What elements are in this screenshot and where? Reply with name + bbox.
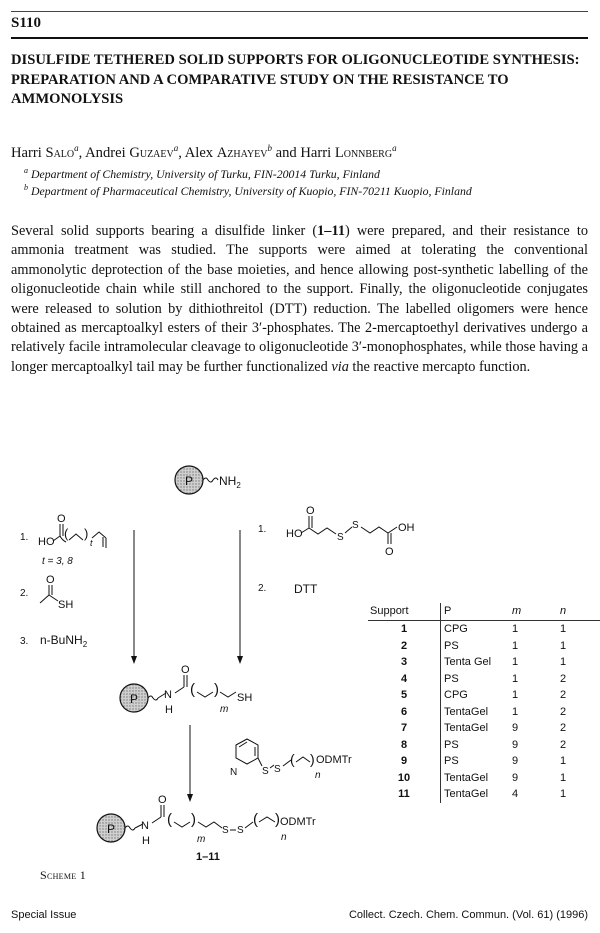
author-affiliation-mark: a xyxy=(74,143,79,153)
atom-SH: SH xyxy=(237,692,253,704)
support-label: P xyxy=(129,692,139,706)
scheme-caption: Scheme 1 xyxy=(40,868,87,882)
top-rule xyxy=(11,11,588,12)
atom-O: O xyxy=(306,505,315,517)
atom-O: O xyxy=(46,574,55,586)
cell-support: 11 xyxy=(398,788,410,801)
header-rule xyxy=(11,37,588,39)
author-first-name: Andrei xyxy=(85,144,126,161)
via-italic: via xyxy=(331,358,349,375)
column-header-p: P xyxy=(441,603,513,621)
table-row xyxy=(368,720,600,737)
abstract-text: the reactive mercapto function. xyxy=(348,358,531,375)
cell-polymer: TentaGel xyxy=(441,770,513,787)
paren-close: ) xyxy=(275,811,280,828)
cell-polymer: TentaGel xyxy=(441,720,513,737)
cell-polymer: PS xyxy=(441,638,513,655)
atom-HO: HO xyxy=(286,528,303,540)
table-row xyxy=(368,704,600,721)
paren-close: ) xyxy=(214,681,219,698)
table-row xyxy=(368,753,600,770)
atom-O: O xyxy=(385,546,394,558)
atom-OH: OH xyxy=(398,522,415,534)
cell-n: 1 xyxy=(560,656,567,669)
atom-HO: HO xyxy=(38,536,55,548)
atom-O: O xyxy=(158,794,167,806)
author-last-name: Salo xyxy=(45,144,75,161)
column-header-support: Support xyxy=(368,603,441,621)
index-m: m xyxy=(220,704,229,715)
atom-H: H xyxy=(165,704,173,716)
cell-polymer: PS xyxy=(441,737,513,754)
cell-polymer: TentaGel xyxy=(441,786,513,803)
cell-m: 9 xyxy=(512,722,519,735)
index-m: m xyxy=(197,834,206,845)
pyridyl-disulfide-reagent xyxy=(230,739,352,781)
cell-n: 2 xyxy=(560,672,567,685)
linker-wavy-bond xyxy=(203,478,218,482)
atom-ODMTr: ODMTr xyxy=(316,754,352,766)
cell-n: 2 xyxy=(560,705,567,718)
dithiodipropionic-acid-structure xyxy=(286,505,415,558)
atom-N: N xyxy=(164,689,172,701)
supports-table xyxy=(368,603,600,803)
affiliation-mark: b xyxy=(24,183,28,192)
author-last-name: Guzaev xyxy=(129,144,174,161)
right-step-2-reagent: DTT xyxy=(294,582,318,596)
author-affiliation-mark: a xyxy=(392,143,397,153)
index-n: n xyxy=(281,832,287,843)
index-t: t xyxy=(90,538,93,548)
paren-open: ( xyxy=(290,751,295,767)
alkenoic-acid-structure xyxy=(38,513,106,548)
support-label: P xyxy=(106,822,116,836)
affiliation-mark: a xyxy=(24,166,28,175)
left-step-1-note: t = 3, 8 xyxy=(42,556,73,567)
cell-polymer: Tenta Gel xyxy=(441,654,513,671)
table-header-row xyxy=(368,603,600,621)
table-row xyxy=(368,687,600,704)
cell-m: 1 xyxy=(512,672,519,685)
cell-m: 1 xyxy=(512,705,519,718)
right-step-1-number: 1. xyxy=(258,524,267,535)
cell-n: 2 xyxy=(560,722,567,735)
paren-close: ) xyxy=(84,526,89,541)
paren-close: ) xyxy=(310,751,315,767)
table-row xyxy=(368,638,600,655)
atom-H: H xyxy=(142,835,150,847)
cell-support: 6 xyxy=(400,705,408,718)
left-step-3-reagent: n-BuNH$_2$ xyxy=(40,633,88,649)
paren-open: ( xyxy=(167,811,172,828)
author-affiliation-mark: b xyxy=(267,143,272,153)
cell-n: 1 xyxy=(560,788,567,801)
thiol-support-intermediate xyxy=(120,664,252,716)
cell-m: 1 xyxy=(512,656,519,669)
atom-N: N xyxy=(141,820,149,832)
cell-support: 4 xyxy=(400,672,408,685)
column-header-m: m xyxy=(512,603,560,621)
cell-support: 10 xyxy=(397,771,411,784)
abstract xyxy=(11,222,588,377)
cell-n: 1 xyxy=(560,639,567,652)
column-header-n: n xyxy=(560,603,600,621)
arrow-center xyxy=(187,725,193,802)
table-row xyxy=(368,737,600,754)
thioacetic-acid-structure xyxy=(40,574,73,611)
author-affiliation-mark: a xyxy=(173,143,179,153)
footer-left: Special Issue xyxy=(11,909,77,921)
table-row xyxy=(368,654,600,671)
left-step-1-number: 1. xyxy=(20,532,29,543)
cell-polymer: TentaGel xyxy=(441,704,513,721)
right-step-2-number: 2. xyxy=(258,583,267,594)
cell-polymer: CPG xyxy=(441,621,513,638)
amine-group: $NH_2$ xyxy=(219,474,241,490)
paren-close: ) xyxy=(191,811,196,828)
atom-N: N xyxy=(230,767,238,778)
abstract-text: Several solid supports bearing a disulfide linker ( xyxy=(11,223,318,239)
cell-support: 2 xyxy=(400,639,408,652)
footer-right: Collect. Czech. Chem. Commun. (Vol. 61) (1996) xyxy=(348,909,588,921)
cell-n: 1 xyxy=(560,771,567,784)
left-step-3-number: 3. xyxy=(20,636,29,647)
author-last-name: Azhayev xyxy=(216,144,268,161)
product-label: 1–11 xyxy=(196,851,220,863)
table-row xyxy=(368,621,600,638)
atom-S: S xyxy=(222,825,229,836)
table-row xyxy=(368,786,600,803)
cell-support: 1 xyxy=(400,623,408,636)
affiliation-text: Department of Pharmaceutical Chemistry, University of Kuopio, FIN-70211 Kuopio, Finland xyxy=(30,183,472,198)
cell-n: 2 xyxy=(560,738,567,751)
affiliation-text: Department of Chemistry, University of Turku, FIN-20014 Turku, Finland xyxy=(30,166,380,181)
affiliation-a xyxy=(24,166,380,182)
cell-support: 3 xyxy=(400,656,408,669)
cell-n: 1 xyxy=(560,755,567,768)
cell-polymer: PS xyxy=(441,671,513,688)
paren-open: ( xyxy=(190,681,195,698)
table-row xyxy=(368,671,600,688)
support-label: P xyxy=(184,474,194,488)
support-amine xyxy=(175,466,241,494)
atom-S: S xyxy=(274,764,281,775)
cell-support: 9 xyxy=(400,755,408,768)
cell-m: 4 xyxy=(512,788,519,801)
author-first-name: Harri xyxy=(11,144,42,161)
abstract-text: ) were prepared, and their resistance to ammonia treatment was studied. The supports were aimed at tolerating the conventional ammonolytic deprotection of the base moieties, and hence allowing post-synthetic labelling of the oligonucleotide chain while still anchored to the support. Finally, the oligonucleotide conjugates were released to solution by dithiothreitol (DTT) reduction. The labelled oligomers were hence obtained as mercaptoalkyl esters of their 3′-phosphates. The 2-mercaptoethyl derivatives undergo a relatively facile intramolecular cleavage to oligonucleotide 3′-monophosphates, while those having a longer mercaptoalkyl tail may be further functionalized xyxy=(11,223,588,375)
cell-m: 1 xyxy=(512,639,519,652)
arrow-right xyxy=(237,530,243,664)
cell-polymer: CPG xyxy=(441,687,513,704)
left-step-2-number: 2. xyxy=(20,588,29,599)
compound-range: 1–11 xyxy=(317,223,345,239)
atom-S: S xyxy=(337,532,344,543)
atom-S: S xyxy=(352,520,359,531)
cell-n: 1 xyxy=(560,623,567,636)
cell-support: 7 xyxy=(400,722,408,735)
disulfide-support-product xyxy=(97,794,316,847)
author-first-name: Alex xyxy=(184,144,214,161)
atom-O: O xyxy=(57,513,66,525)
paren-open: ( xyxy=(64,526,69,541)
atom-SH: SH xyxy=(58,599,74,611)
cell-support: 5 xyxy=(400,689,408,702)
index-n: n xyxy=(315,770,321,781)
cell-n: 2 xyxy=(560,689,567,702)
page-code: S110 xyxy=(11,15,42,31)
cell-polymer: PS xyxy=(441,753,513,770)
atom-ODMTr: ODMTr xyxy=(280,816,316,828)
author-first-name: Harri xyxy=(300,144,332,161)
cell-m: 1 xyxy=(512,689,519,702)
cell-m: 1 xyxy=(512,623,519,636)
arrow-left xyxy=(131,530,137,664)
cell-support: 8 xyxy=(400,738,408,751)
cell-m: 9 xyxy=(512,755,519,768)
author-line: Harri Salo$^a$, Andrei Guzaev$^a$, Alex Azhayev$^b$ and Harri Lonnberg$^a$ xyxy=(11,143,397,161)
atom-S: S xyxy=(237,825,244,836)
atom-S: S xyxy=(262,766,269,777)
author-last-name: Lonnberg xyxy=(334,144,393,161)
atom-O: O xyxy=(181,664,190,676)
affiliation-b xyxy=(24,183,472,199)
paren-open: ( xyxy=(253,811,258,828)
article-title: DISULFIDE TETHERED SOLID SUPPORTS FOR OLIGONUCLEOTIDE SYNTHESIS: PREPARATION AND A COMPARATIVE STUDY ON THE RESISTANCE TO AMMONOLYSIS xyxy=(11,52,580,107)
cell-m: 9 xyxy=(512,771,519,784)
table-row xyxy=(368,770,600,787)
cell-m: 9 xyxy=(512,738,519,751)
